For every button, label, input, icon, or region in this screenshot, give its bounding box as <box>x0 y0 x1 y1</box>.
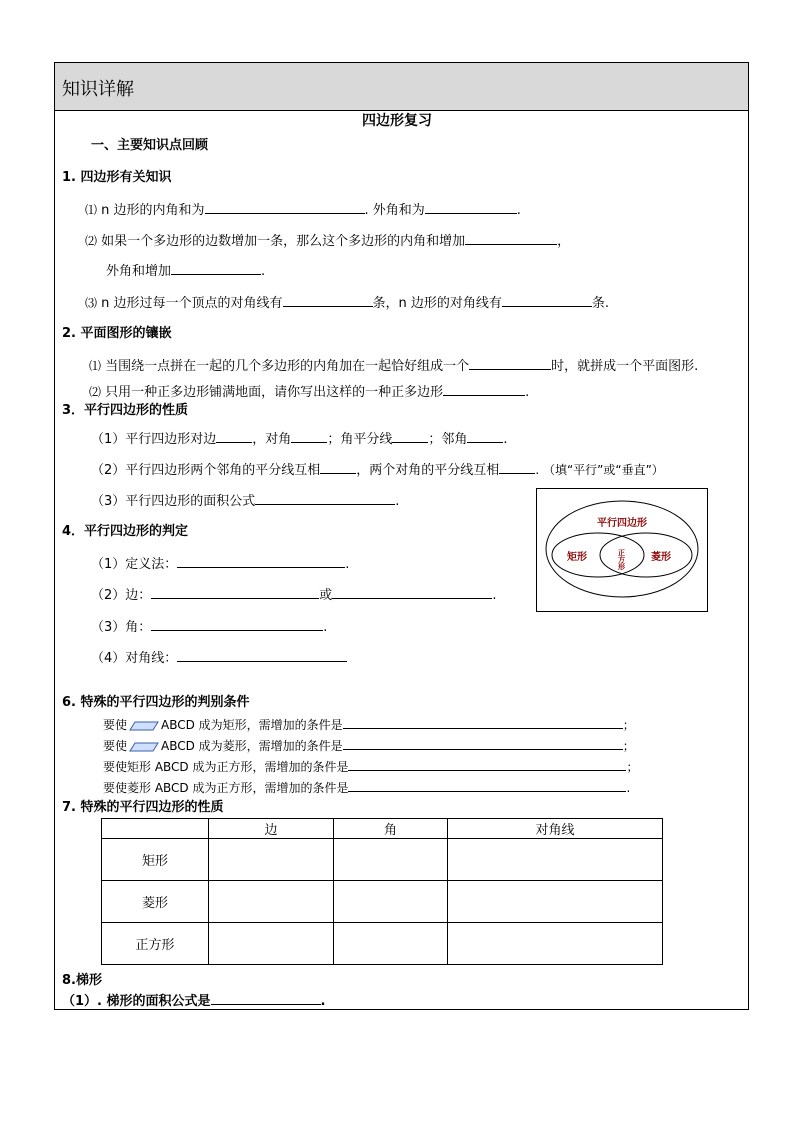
answer-blank[interactable] <box>205 201 365 214</box>
s3-q1 <box>91 430 507 448</box>
venn-left-label: 矩形 <box>567 552 587 563</box>
s2-heading: 2. 平面图形的镶嵌 <box>62 326 172 341</box>
s3-heading: 3．平行四边形的性质 <box>62 403 189 418</box>
answer-cell[interactable] <box>334 881 448 923</box>
answer-blank[interactable] <box>425 201 517 214</box>
s1-q1 <box>85 201 521 219</box>
q-number: （2） <box>91 588 126 603</box>
answer-cell[interactable] <box>334 839 448 881</box>
q-text: . <box>345 557 350 572</box>
answer-cell[interactable] <box>448 881 663 923</box>
header-title: 知识详解 <box>62 79 134 100</box>
q-number: ⑴ <box>85 203 98 217</box>
table-row <box>102 881 663 923</box>
s4-q2 <box>91 586 496 604</box>
q-text: ，两个对角的平分线互相 <box>356 463 500 478</box>
s1-q2-cont <box>106 262 265 280</box>
answer-cell[interactable] <box>448 923 663 965</box>
answer-blank[interactable] <box>343 737 623 750</box>
q-text: 条. <box>591 296 610 311</box>
table-header-cell: 对角线 <box>448 819 663 839</box>
answer-blank[interactable] <box>469 357 551 370</box>
q-text: . <box>492 588 497 603</box>
table-row <box>102 839 663 881</box>
answer-blank[interactable] <box>151 618 323 631</box>
answer-blank[interactable] <box>332 586 492 599</box>
answer-blank[interactable] <box>255 492 395 505</box>
venn-diagram <box>536 488 708 612</box>
answer-blank[interactable] <box>343 716 623 729</box>
q-text: ； <box>626 760 639 774</box>
venn-right-label: 菱形 <box>651 552 671 563</box>
venn-svg <box>537 489 707 611</box>
q-text: 要使 <box>103 739 128 753</box>
q-number: ⑵ <box>85 234 98 248</box>
q-text: 外角和增加 <box>106 264 172 279</box>
q-text: . <box>516 203 521 218</box>
s1-q2 <box>85 232 570 250</box>
q-number: （4） <box>91 651 126 666</box>
answer-blank[interactable] <box>151 586 319 599</box>
rhombus-set <box>600 533 692 577</box>
s6-r2 <box>103 737 635 754</box>
s4-q3 <box>91 618 327 636</box>
row-label: 正方形 <box>102 923 209 965</box>
row-label: 菱形 <box>102 881 209 923</box>
answer-blank[interactable] <box>216 430 252 443</box>
parallelogram-icon <box>129 742 159 752</box>
q-text: ， <box>557 234 571 249</box>
q-text: . （填“平行”或“垂直”） <box>535 463 664 477</box>
q-text: 要使矩形 ABCD 成为正方形，需增加的条件是 <box>103 760 349 774</box>
q-text: 要使 <box>103 718 128 732</box>
answer-blank[interactable] <box>283 294 373 307</box>
q-text: 时，就拼成一个平面图形. <box>551 359 699 374</box>
answer-blank[interactable] <box>348 779 626 792</box>
answer-cell[interactable] <box>209 923 334 965</box>
q-number: ⑵ <box>89 385 102 399</box>
rectangle-set <box>552 533 644 577</box>
q-text: 角： <box>125 620 152 635</box>
s6-r1 <box>103 716 635 733</box>
s7-heading: 7. 特殊的平行四边形的性质 <box>62 800 224 815</box>
q-text: ，对角 <box>252 432 292 447</box>
s2-q2 <box>89 383 529 401</box>
q-text: n 边形的内角和为 <box>101 203 205 218</box>
q-text: （1）. 梯形的面积公式是 <box>62 994 211 1009</box>
q-text: ABCD 成为菱形，需增加的条件是 <box>161 739 343 753</box>
answer-cell[interactable] <box>334 923 448 965</box>
s6-r3 <box>103 758 639 775</box>
answer-blank[interactable] <box>171 262 261 275</box>
s6-r4 <box>103 779 630 796</box>
table-header-row <box>102 819 663 839</box>
table-header-cell: 角 <box>334 819 448 839</box>
q-number: （3） <box>91 620 126 635</box>
q-text: 平行四边形对边 <box>125 432 217 447</box>
answer-blank[interactable] <box>502 294 592 307</box>
q-text: 平行四边形的面积公式 <box>125 494 256 509</box>
q-text: 边： <box>125 588 152 603</box>
q-text: n 边形过每一个顶点的对角线有 <box>101 296 283 311</box>
s2-q1 <box>89 357 698 375</box>
q-text: 条，n 边形的对角线有 <box>372 296 502 311</box>
answer-blank[interactable] <box>465 232 557 245</box>
parallelogram-icon <box>129 721 159 731</box>
q-text: . <box>320 994 326 1009</box>
answer-blank[interactable] <box>499 461 535 474</box>
q-text: . <box>323 620 328 635</box>
q-text: ； <box>622 718 635 732</box>
q-text: 只用一种正多边形铺满地面，请你写出这样的一种正多边形 <box>105 385 444 400</box>
answer-cell[interactable] <box>448 839 663 881</box>
q-text: ； <box>622 739 635 753</box>
q-text: 定义法： <box>125 557 178 572</box>
answer-blank[interactable] <box>392 430 428 443</box>
answer-blank[interactable] <box>467 430 503 443</box>
answer-blank[interactable] <box>177 555 345 568</box>
q-text: 平行四边形两个邻角的平分线互相 <box>125 463 321 478</box>
table-header-cell: 边 <box>209 819 334 839</box>
venn-middle-label: 正方形 <box>617 549 627 570</box>
answer-cell[interactable] <box>209 881 334 923</box>
answer-blank[interactable] <box>177 649 347 662</box>
q-text: 要使菱形 ABCD 成为正方形，需增加的条件是 <box>103 781 349 795</box>
q-number: ⑶ <box>85 296 98 310</box>
venn-outer-label: 平行四边形 <box>597 518 647 529</box>
answer-cell[interactable] <box>209 839 334 881</box>
q-text: 当围绕一点拼在一起的几个多边形的内角加在一起恰好组成一个 <box>105 359 470 374</box>
s1-q3 <box>85 294 609 312</box>
header-bar <box>55 63 748 111</box>
section-review: 一、主要知识点回顾 <box>91 138 209 153</box>
answer-blank[interactable] <box>211 992 321 1005</box>
q-text: 或 <box>319 588 333 603</box>
q-text: ABCD 成为矩形，需增加的条件是 <box>161 718 343 732</box>
answer-blank[interactable] <box>320 461 356 474</box>
row-label: 矩形 <box>102 839 209 881</box>
properties-table <box>101 818 663 965</box>
q-number: （2） <box>91 463 126 478</box>
table-row <box>102 923 663 965</box>
q-text: 如果一个多边形的边数增加一条，那么这个多边形的内角和增加 <box>101 234 466 249</box>
s4-heading: 4．平行四边形的判定 <box>62 524 189 539</box>
doc-title: 四边形复习 <box>362 113 432 129</box>
q-text: . <box>395 494 400 509</box>
table-header-cell <box>102 819 209 839</box>
answer-blank[interactable] <box>348 758 626 771</box>
q-text: . <box>261 264 266 279</box>
q-text: . <box>503 432 508 447</box>
q-number: ⑴ <box>89 359 102 373</box>
q-text: ；邻角 <box>428 432 468 447</box>
s4-q1 <box>91 555 349 573</box>
s1-heading: 1. 四边形有关知识 <box>62 170 172 185</box>
answer-blank[interactable] <box>291 430 327 443</box>
s6-heading: 6. 特殊的平行四边形的判别条件 <box>62 695 250 710</box>
q-number: （3） <box>91 494 126 509</box>
q-text: ；角平分线 <box>327 432 393 447</box>
q-number: （1） <box>91 557 126 572</box>
q-number: （1） <box>91 432 126 447</box>
q-text: . <box>525 385 530 400</box>
q-text: . 外角和为 <box>364 203 425 218</box>
s3-q3 <box>91 492 399 510</box>
s4-q4 <box>91 649 347 667</box>
q-text: . <box>626 781 631 795</box>
s8-heading: 8.梯形 <box>62 973 102 988</box>
s3-q2 <box>91 461 664 479</box>
s8-q1 <box>62 992 325 1010</box>
answer-blank[interactable] <box>443 383 525 396</box>
q-text: 对角线： <box>125 651 178 666</box>
